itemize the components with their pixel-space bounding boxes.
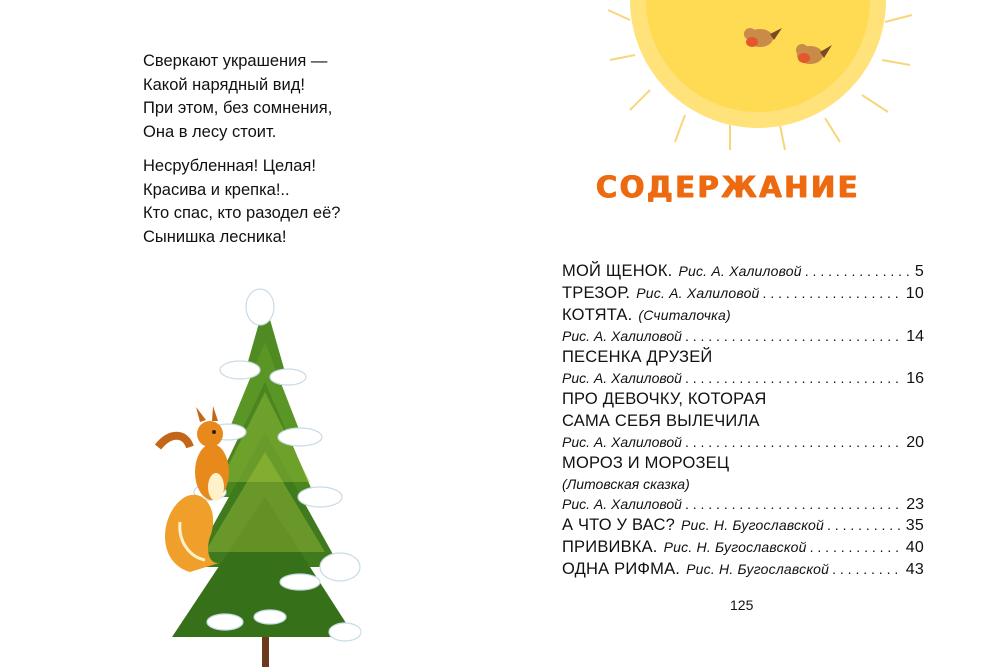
toc-entry-page: 16 bbox=[906, 370, 924, 387]
toc-entry-title: КОТЯТА. bbox=[562, 306, 633, 324]
toc-entry-title: ТРЕЗОР. bbox=[562, 284, 631, 302]
poem-line: Красива и крепка!.. bbox=[143, 180, 290, 199]
toc-entry[interactable] bbox=[562, 304, 924, 346]
toc-entry[interactable] bbox=[562, 260, 924, 282]
toc-entry[interactable] bbox=[562, 514, 924, 536]
leader-dots bbox=[685, 368, 903, 388]
toc-entry-credit: Рис. А. Халиловой bbox=[636, 285, 760, 301]
toc-entry-credit: Рис. А. Халиловой bbox=[562, 370, 682, 386]
toc-entry[interactable] bbox=[562, 346, 924, 388]
page-number: 125 bbox=[730, 597, 754, 613]
toc-entry-page: 23 bbox=[906, 496, 924, 513]
toc-entry-page: 40 bbox=[905, 539, 924, 556]
toc-entry-title: А ЧТО У ВАС? bbox=[562, 516, 676, 534]
table-of-contents bbox=[562, 260, 924, 580]
poem-line: Она в лесу стоит. bbox=[143, 122, 277, 141]
leader-dots bbox=[827, 514, 903, 536]
toc-entry-credit: Рис. Н. Бугославской bbox=[681, 517, 825, 533]
leader-dots bbox=[685, 432, 903, 452]
toc-entry-credit: Рис. А. Халиловой bbox=[562, 496, 682, 512]
toc-entry-credit: Рис. Н. Бугославской bbox=[686, 561, 830, 577]
toc-entry-title: МОРОЗ И МОРОЗЕЦ bbox=[562, 454, 730, 472]
poem-line: Какой нарядный вид! bbox=[143, 75, 305, 94]
leader-dots bbox=[685, 326, 903, 346]
poem-line: Кто спас, кто разодел её? bbox=[143, 204, 341, 222]
toc-entry-credit: Рис. А. Халиловой bbox=[678, 263, 802, 279]
toc-entry-page: 14 bbox=[906, 328, 924, 345]
toc-entry-page: 5 bbox=[914, 263, 924, 280]
toc-entry[interactable] bbox=[562, 558, 924, 580]
toc-entry-note: (Литовская сказка) bbox=[562, 476, 690, 492]
poem-line: Несрубленная! Целая! bbox=[143, 157, 316, 175]
toc-entry-note: (Считалочка) bbox=[638, 307, 731, 323]
toc-entry[interactable] bbox=[562, 536, 924, 558]
poem-stanza bbox=[143, 50, 463, 144]
toc-entry-title: МОЙ ЩЕНОК. bbox=[562, 262, 673, 280]
toc-entry-page: 10 bbox=[905, 285, 924, 302]
toc-entry-page: 35 bbox=[905, 517, 924, 534]
leader-dots bbox=[810, 536, 903, 558]
poem-line: При этом, без сомнения, bbox=[143, 99, 333, 117]
contents-title: СОДЕРЖАНИЕ bbox=[595, 170, 861, 204]
toc-entry-title: ОДНА РИФМА. bbox=[562, 560, 681, 578]
toc-entry-title: ПРИВИВКА. bbox=[562, 538, 658, 556]
toc-entry[interactable] bbox=[562, 388, 924, 452]
leader-dots bbox=[805, 260, 912, 282]
toc-entry-title-line2: САМА СЕБЯ ВЫЛЕЧИЛА bbox=[562, 412, 760, 430]
poem-line: Сверкают украшения — bbox=[143, 52, 328, 70]
toc-entry-credit: Рис. А. Халиловой bbox=[562, 328, 682, 344]
poem-line: Сынишка лесника! bbox=[143, 227, 287, 246]
toc-entry-credit: Рис. А. Халиловой bbox=[562, 434, 682, 450]
leader-dots bbox=[832, 558, 903, 580]
poem bbox=[143, 50, 463, 260]
toc-entry-title: ПРО ДЕВОЧКУ, КОТОРАЯ bbox=[562, 390, 767, 408]
poem-stanza bbox=[143, 155, 463, 249]
leader-dots bbox=[685, 494, 903, 514]
toc-entry-page: 43 bbox=[905, 561, 924, 578]
toc-entry-title: ПЕСЕНКА ДРУЗЕЙ bbox=[562, 348, 713, 366]
toc-entry-page: 20 bbox=[906, 434, 924, 451]
sun-birds-illustration bbox=[600, 0, 980, 150]
toc-entry[interactable] bbox=[562, 282, 924, 304]
toc-entry[interactable] bbox=[562, 452, 924, 514]
toc-entry-credit: Рис. Н. Бугославской bbox=[663, 539, 807, 555]
fir-tree-squirrel-illustration bbox=[150, 282, 370, 667]
leader-dots bbox=[763, 282, 903, 304]
